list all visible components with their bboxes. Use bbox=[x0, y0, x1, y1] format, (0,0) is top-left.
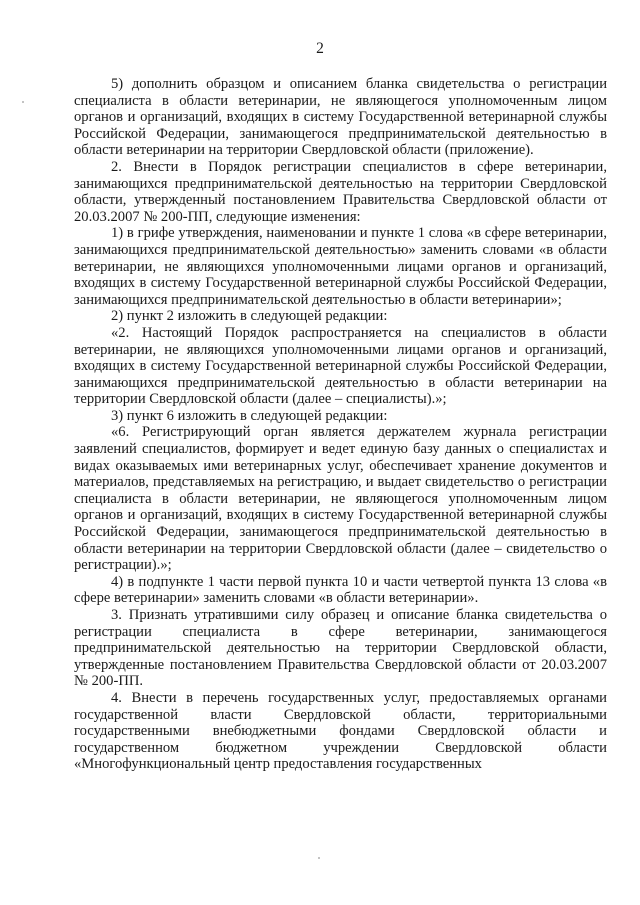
paragraph-amendment-2: 2) пункт 2 изложить в следующей редакции: bbox=[111, 308, 388, 325]
paragraph-quoted-point-2: «2. Настоящий Порядок распространяется на специалистов в области ветеринарии, не являющихся уполномоченными лицами органов и организаций, входящих в систему Государственной ветеринарной службы Российской Федерации, занимающихся предпринимательской деятельностью в области ветеринарии на территории Свердловской области (далее – специалисты).»; bbox=[74, 324, 607, 408]
paragraph-amendment-1: 1) в грифе утверждения, наименовании и пункте 1 слова «в сфере ветеринарии, занимающихся предпринимательской деятельностью» заменить словами «в области ветеринарии, не являющихся уполномоченными лицами органов и организаций, входящих в систему Государственной ветеринарной службы Российской Федерации, занимающихся предпринимательской деятельностью в области ветеринарии»; bbox=[74, 225, 607, 308]
paragraph-section-2: 2. Внести в Порядок регистрации специалистов в сфере ветеринарии, занимающихся предпринимательской деятельностью на территории Свердловской области, утвержденный постановлением Правительства Свердловской области от 20.03.2007 № 200-ПП, следующие изменения: bbox=[74, 158, 607, 225]
paragraph-amendment-5: 5) дополнить образцом и описанием бланка свидетельства о регистрации специалиста в области ветеринарии, не являющегося уполномоченным лицом органов и организаций, входящих в систему Государственной ветеринарной службы Российской Федерации, занимающегося предпринимательской деятельностью в области ветеринарии на территории Свердловской области (приложение). bbox=[74, 76, 607, 159]
document-body bbox=[74, 76, 607, 773]
paragraph-amendment-3: 3) пункт 6 изложить в следующей редакции: bbox=[111, 407, 388, 424]
scan-speck bbox=[22, 101, 24, 103]
paragraph-quoted-point-6: «6. Регистрирующий орган является держателем журнала регистрации заявлений специалистов, формирует и ведет единую базу данных о специалистах и видах оказываемых ими ветеринарных услуг, обеспечивает хранение документов и материалов, представляемых на регистрацию, и выдает свидетельство о регистрации специалиста в области ветеринарии, не являющегося уполномоченным лицом органов и организаций, входящих в систему Государственной ветеринарной службы Российской Федерации, занимающегося предпринимательской деятельностью в области ветеринарии на территории Свердловской области (далее – свидетельство о регистрации).»; bbox=[74, 424, 607, 574]
paragraph-section-3: 3. Признать утратившими силу образец и описание бланка свидетельства о регистрации специалиста в сфере ветеринарии, занимающегося предпринимательской деятельностью на территории Свердловской области, утвержденные постановлением Правительства Свердловской области от 20.03.2007 № 200-ПП. bbox=[74, 607, 607, 690]
paragraph-section-4: 4. Внести в перечень государственных услуг, предоставляемых органами государственной власти Свердловской области, территориальными государственными внебюджетными фондами Свердловской области и государственном бюджетном учреждении Свердловской области «Многофункциональный центр предоставления государственных bbox=[74, 689, 607, 773]
paragraph-amendment-4: 4) в подпункте 1 части первой пункта 10 и части четвертой пункта 13 слова «в сфере ветеринарии» заменить словами «в области ветеринарии». bbox=[74, 573, 607, 607]
page-number: 2 bbox=[316, 40, 324, 57]
scan-speck bbox=[318, 857, 320, 859]
